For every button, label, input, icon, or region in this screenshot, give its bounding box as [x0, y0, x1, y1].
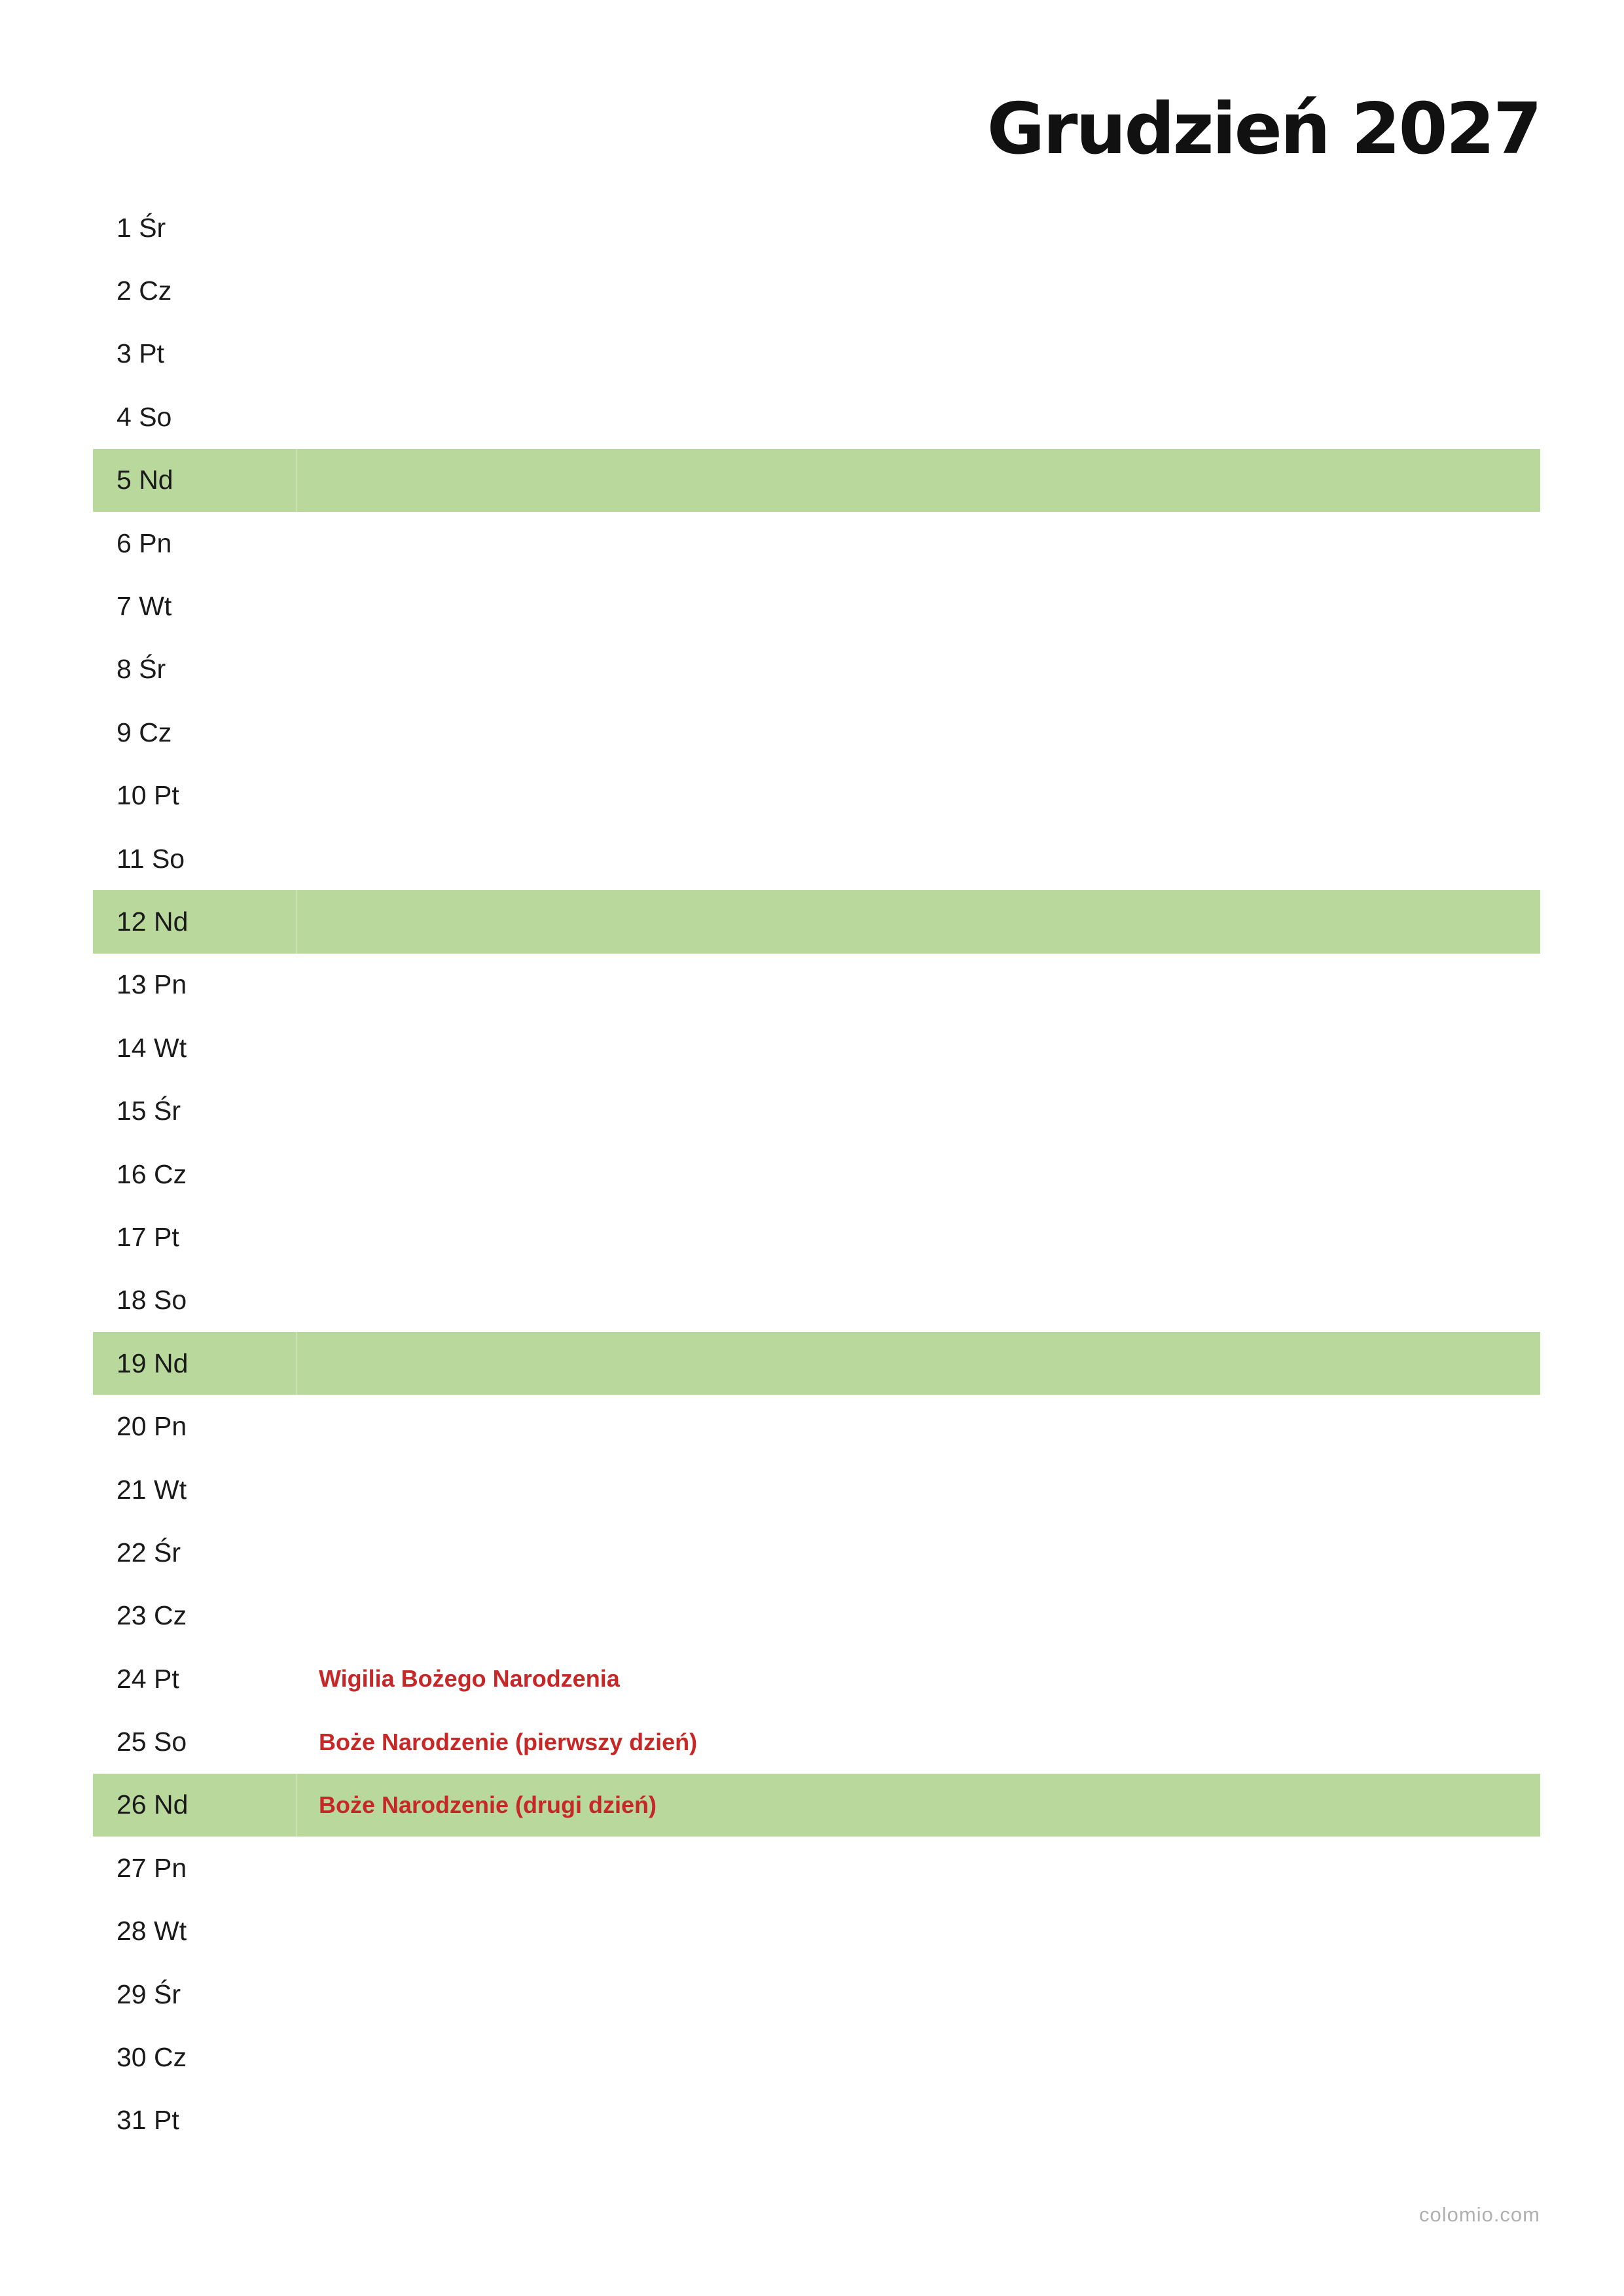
day-row [93, 1837, 1540, 1899]
holiday-name: Boże Narodzenie (pierwszy dzień) [319, 1728, 698, 1755]
day-label: 1 Śr [117, 212, 166, 243]
day-row [93, 1206, 1540, 1268]
day-label: 23 Cz [117, 1600, 187, 1631]
day-label: 24 Pt [117, 1663, 179, 1694]
day-label: 15 Śr [117, 1096, 181, 1126]
holiday-name: Wigilia Bożego Narodzenia [319, 1665, 620, 1693]
day-label: 20 Pn [117, 1411, 187, 1442]
day-label: 16 Cz [117, 1158, 187, 1189]
footer-site-name: colomio.com [1419, 2203, 1540, 2226]
day-row [93, 1269, 1540, 1332]
day-row [93, 1016, 1540, 1079]
day-label: 29 Śr [117, 1979, 181, 2009]
day-label: 13 Pn [117, 969, 187, 1000]
day-list [93, 196, 1540, 2152]
page-title: Grudzień 2027 [986, 88, 1540, 170]
day-label: 8 Śr [117, 654, 166, 685]
day-row [93, 701, 1540, 764]
day-row [93, 2089, 1540, 2152]
day-row-sunday [93, 1774, 1540, 1837]
day-row [93, 1395, 1540, 1458]
day-row [93, 512, 1540, 575]
day-label: 21 Wt [117, 1474, 187, 1505]
day-label: 11 So [117, 843, 185, 874]
day-label: 2 Cz [117, 276, 172, 306]
day-row [93, 1710, 1540, 1773]
column-divider [296, 1774, 297, 1837]
day-row [93, 323, 1540, 386]
day-label: 22 Śr [117, 1537, 181, 1568]
day-row [93, 1521, 1540, 1584]
day-row [93, 1079, 1540, 1142]
day-row [93, 1900, 1540, 1963]
day-label: 10 Pt [117, 780, 179, 811]
day-row-sunday [93, 890, 1540, 953]
day-row [93, 638, 1540, 701]
day-label: 12 Nd [117, 906, 189, 937]
day-label: 17 Pt [117, 1221, 179, 1252]
day-row [93, 1585, 1540, 1647]
day-row [93, 954, 1540, 1016]
day-row [93, 386, 1540, 448]
day-label: 25 So [117, 1727, 187, 1757]
day-row [93, 1143, 1540, 1206]
day-row [93, 1458, 1540, 1521]
day-row [93, 1963, 1540, 2026]
day-label: 14 Wt [117, 1032, 187, 1063]
day-label: 26 Nd [117, 1789, 189, 1820]
day-row [93, 575, 1540, 637]
column-divider [296, 449, 297, 512]
day-row [93, 764, 1540, 827]
day-label: 6 Pn [117, 528, 172, 558]
day-row-sunday [93, 449, 1540, 512]
day-label: 28 Wt [117, 1916, 187, 1946]
day-row [93, 259, 1540, 322]
day-row [93, 1647, 1540, 1710]
day-label: 31 Pt [117, 2105, 179, 2136]
holiday-name: Boże Narodzenie (drugi dzień) [319, 1791, 657, 1818]
day-row [93, 196, 1540, 259]
day-label: 7 Wt [117, 591, 172, 622]
day-label: 5 Nd [117, 465, 173, 495]
day-label: 4 So [117, 401, 172, 432]
column-divider [296, 890, 297, 953]
day-label: 30 Cz [117, 2042, 187, 2073]
day-label: 9 Cz [117, 717, 172, 747]
day-label: 27 Pn [117, 1852, 187, 1883]
day-row [93, 827, 1540, 890]
day-label: 18 So [117, 1285, 187, 1316]
column-divider [296, 1332, 297, 1395]
day-row [93, 2026, 1540, 2089]
day-label: 3 Pt [117, 338, 164, 369]
day-row-sunday [93, 1332, 1540, 1395]
day-label: 19 Nd [117, 1348, 189, 1378]
